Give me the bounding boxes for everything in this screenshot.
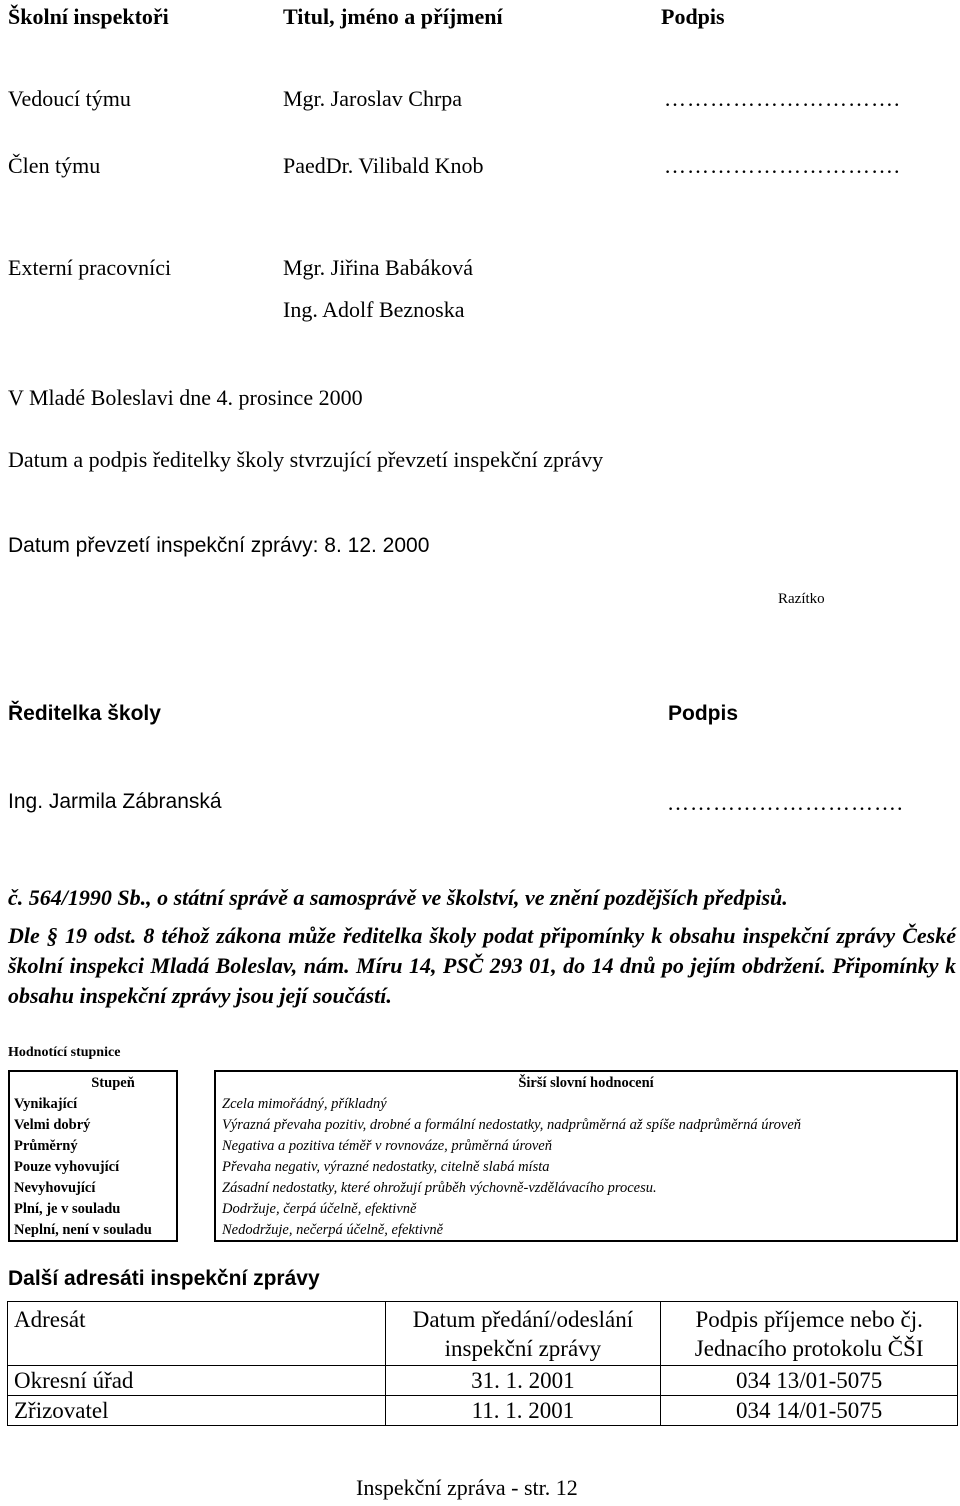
name-column-header: Titul, jméno a příjmení — [283, 4, 503, 29]
date-cell: 31. 1. 2001 — [385, 1366, 661, 1396]
date-header — [385, 1302, 661, 1366]
rating-grade: Vynikající — [14, 1096, 78, 1112]
rating-description: Negativa a pozitiva téměř v rovnováze, průměrná úroveň — [222, 1138, 552, 1154]
addressee-header: Adresát — [8, 1302, 386, 1366]
director-name: Ing. Jarmila Zábranská — [8, 790, 222, 813]
rating-grade-header: Stupeň — [91, 1075, 135, 1091]
team-lead-signature-line: …………………………. — [664, 86, 901, 111]
page-footer: Inspekční zpráva - str. 12 — [356, 1475, 578, 1500]
table-header-row — [8, 1302, 958, 1366]
confirmation-heading: Datum a podpis ředitelky školy stvrzující převzetí inspekční zprávy — [8, 447, 604, 472]
rating-description: Dodržuje, čerpá účelně, efektivně — [222, 1201, 417, 1217]
director-signature-label: Podpis — [668, 702, 739, 725]
reference-cell: 034 13/01-5075 — [661, 1366, 958, 1396]
reference-header — [661, 1302, 958, 1366]
director-role-label: Ředitelka školy — [8, 702, 161, 725]
comments-note: Dle § 19 odst. 8 téhož zákona může ředitelka školy podat připomínky k obsahu inspekční zprávy České školní inspekci Mladá Boleslav, nám. Míru 14, PSČ 293 01, do 14 dnů po jejím obdržení. Připomínky k obsahu inspekční zprávy jsou její součástí. — [8, 923, 956, 1008]
addressee-cell: Zřizovatel — [8, 1396, 386, 1426]
reference-header-line: Podpis příjemce nebo čj. — [695, 1306, 923, 1332]
rating-description: Nedodržuje, nečerpá účelně, efektivně — [222, 1222, 444, 1238]
stamp-label: Razítko — [778, 591, 825, 607]
rating-grade: Velmi dobrý — [14, 1117, 91, 1133]
rating-description: Výrazná převaha pozitiv, drobné a formální nedostatky, nadprůměrná až spíše nadprůměrná úroveň — [222, 1117, 802, 1133]
reference-cell: 034 14/01-5075 — [661, 1396, 958, 1426]
rating-description: Zcela mimořádný, příkladný — [222, 1096, 387, 1112]
receipt-date: Datum převzetí inspekční zprávy: 8. 12. 2000 — [8, 534, 430, 557]
external-worker-name: Mgr. Jiřina Babáková — [283, 255, 474, 280]
rating-grade: Nevyhovující — [14, 1180, 96, 1196]
external-worker-name: Ing. Adolf Beznoska — [283, 297, 465, 322]
table-row — [8, 1396, 958, 1426]
director-signature-line: …………………………. — [667, 790, 904, 815]
place-date: V Mladé Boleslavi dne 4. prosince 2000 — [8, 385, 363, 410]
team-lead-role: Vedoucí týmu — [8, 86, 131, 111]
rating-grade: Neplní, není v souladu — [14, 1222, 152, 1238]
team-member-name: PaedDr. Vilibald Knob — [283, 153, 484, 178]
reference-header-line: Jednacího protokolu ČŠI — [694, 1335, 924, 1361]
addressees-title: Další adresáti inspekční zprávy — [8, 1267, 320, 1290]
addressees-table — [7, 1301, 958, 1426]
table-row — [8, 1366, 958, 1396]
rating-grade: Průměrný — [14, 1138, 78, 1154]
date-cell: 11. 1. 2001 — [385, 1396, 661, 1426]
rating-grade: Plní, je v souladu — [14, 1201, 121, 1217]
addressee-cell: Okresní úřad — [8, 1366, 386, 1396]
date-header-line: Datum předání/odeslání — [412, 1306, 634, 1332]
rating-description: Zásadní nedostatky, které ohrožují průběh výchovně-vzdělávacího procesu. — [222, 1180, 657, 1196]
inspectors-header: Školní inspektoři — [8, 4, 169, 29]
team-member-signature-line: …………………………. — [664, 153, 901, 178]
team-lead-name: Mgr. Jaroslav Chrpa — [283, 86, 463, 111]
rating-grade: Pouze vyhovující — [14, 1159, 120, 1175]
legal-reference: č. 564/1990 Sb., o státní správě a samosprávě ve školství, ve znění pozdějších předpisů. — [8, 885, 788, 910]
rating-scale-title: Hodnotící stupnice — [8, 1045, 121, 1060]
team-member-role: Člen týmu — [8, 153, 101, 178]
rating-description-header: Širší slovní hodnocení — [518, 1075, 654, 1091]
external-workers-role: Externí pracovníci — [8, 255, 172, 280]
signature-column-header: Podpis — [661, 4, 725, 29]
date-header-line: inspekční zprávy — [444, 1335, 602, 1361]
rating-description: Převaha negativ, výrazné nedostatky, citelně slabá místa — [222, 1159, 550, 1175]
